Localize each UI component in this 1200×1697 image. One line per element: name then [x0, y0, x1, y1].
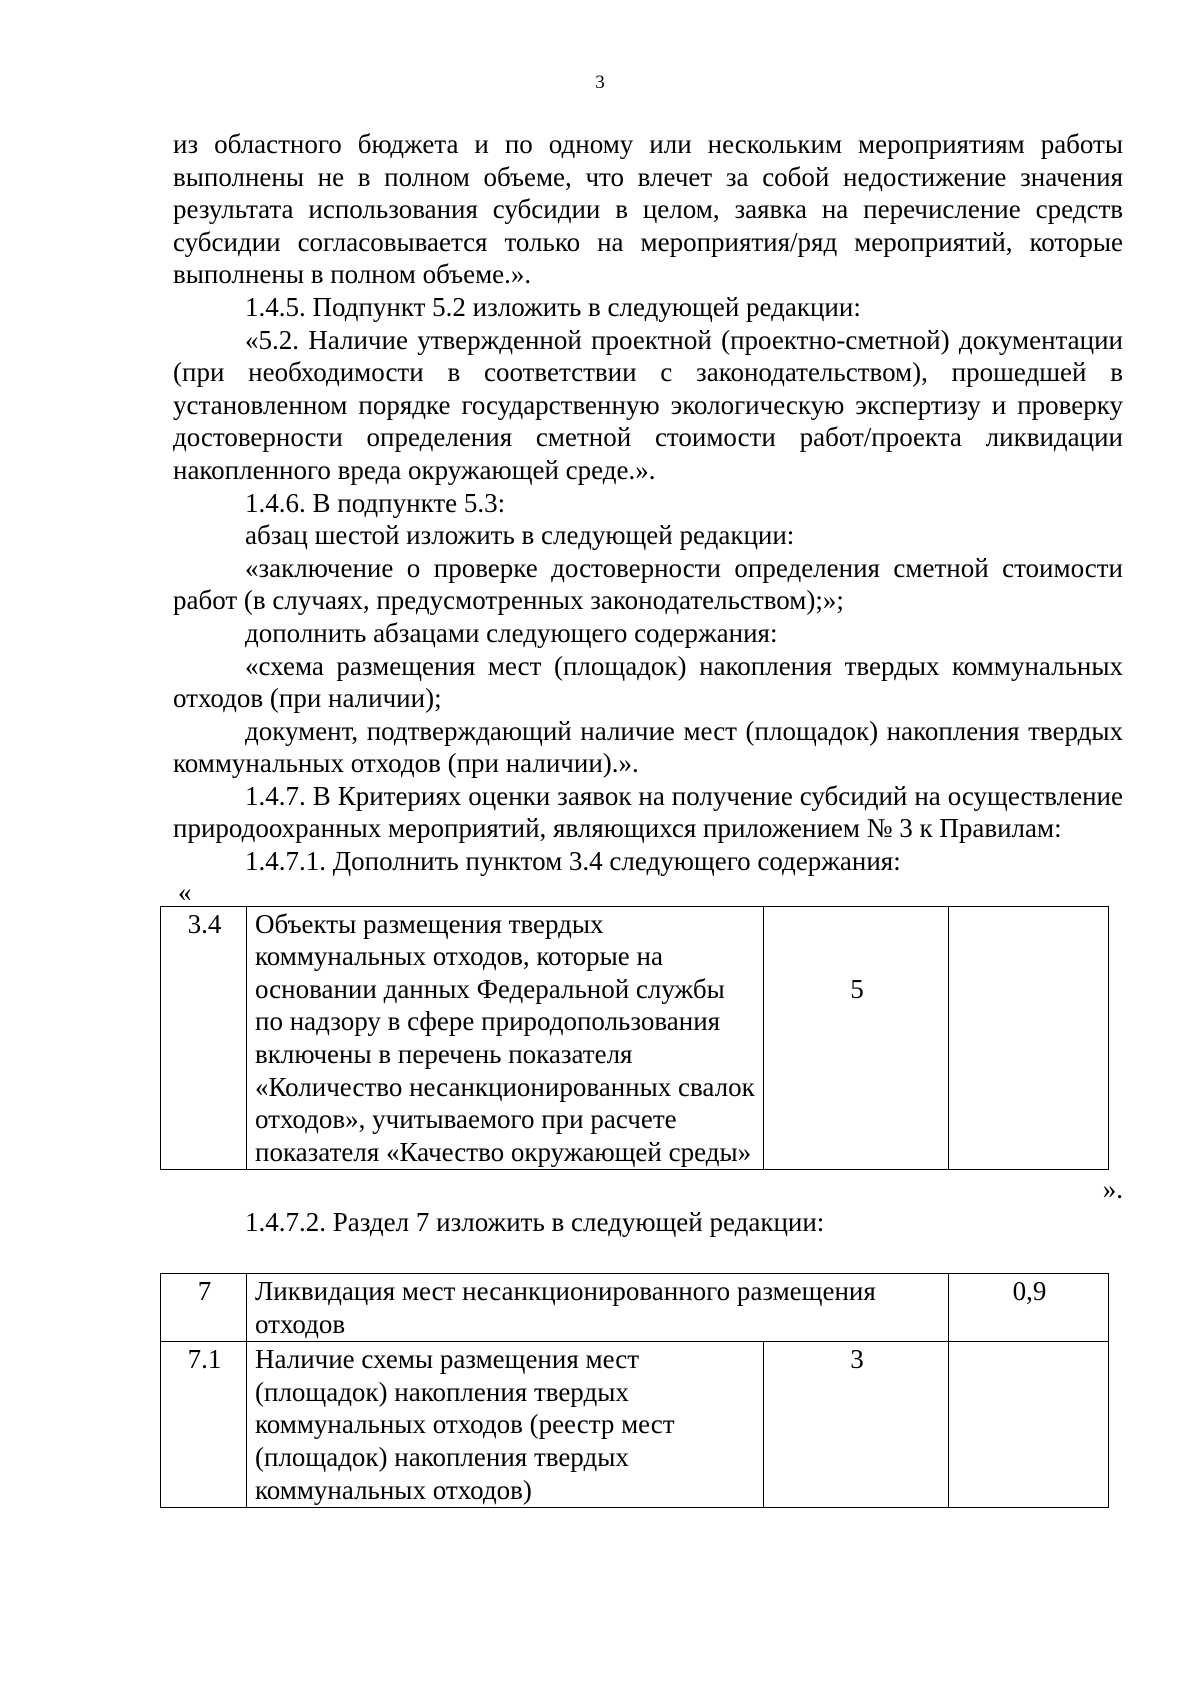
paragraph-line: из областного бюджета и по одному или нескольким мероприятиям работы — [173, 129, 1123, 159]
quote-close-mark: ». — [1102, 1174, 1123, 1205]
paragraph-zaklyuchenie: «заключение о проверке достоверности определения сметной стоимости работ (в случаях, предусмотренных законодательством);»; — [173, 552, 1123, 616]
table-cell-weight — [949, 906, 1109, 1170]
paragraph-line: выполнены в полном объеме.». — [173, 259, 532, 290]
quote-open-mark: « — [178, 876, 192, 907]
paragraph-line: субсидии согласовывается только на мероприятия/ряд мероприятий, которые — [173, 226, 1123, 257]
table-cell-num: 7 — [161, 1274, 247, 1342]
paragraph-line: результата использования субсидии в целом, заявка на перечисление средств — [173, 194, 1123, 225]
paragraph-dopolnit: дополнить абзацами следующего содержания: — [245, 617, 778, 648]
paragraph-skhema: «схема размещения мест (площадок) накопления твердых коммунальных отходов (при наличии); — [173, 650, 1123, 714]
paragraph-1-4-7-1: 1.4.7.1. Дополнить пунктом 3.4 следующего содержания: — [245, 846, 901, 877]
table-cell-weight: 0,9 — [949, 1274, 1109, 1342]
criteria-table-7 — [160, 1273, 1109, 1508]
table-row — [161, 1342, 1109, 1508]
table-cell-desc: Ликвидация мест несанкционированного размещения отходов — [247, 1274, 949, 1342]
page-number: 3 — [595, 72, 605, 93]
paragraph-1-4-7: 1.4.7. В Критериях оценки заявок на получение субсидий на осуществление природоохранных мероприятий, являющихся приложением № 3 к Правилам: — [173, 780, 1123, 844]
table-cell-desc: Наличие схемы размещения мест (площадок) накопления твердых коммунальных отходов (реестр мест (площадок) накопления твердых коммунальных отходов) — [247, 1342, 764, 1508]
table-cell-num: 7.1 — [161, 1342, 247, 1508]
table-row — [161, 1274, 1109, 1342]
table-cell-score: 5 — [764, 906, 949, 1170]
table-cell-num: 3.4 — [161, 906, 247, 1170]
paragraph-dokument: документ, подтверждающий наличие мест (площадок) накопления твердых коммунальных отходов (при наличии).». — [173, 715, 1123, 779]
criteria-table-3-4 — [160, 906, 1109, 1171]
table-row — [161, 906, 1109, 1170]
paragraph-abzac-6: абзац шестой изложить в следующей редакции: — [245, 520, 795, 551]
paragraph-line: выполнены не в полном объеме, что влечет за собой недостижение значения — [173, 161, 1123, 192]
paragraph-1-4-7-2: 1.4.7.2. Раздел 7 изложить в следующей редакции: — [245, 1207, 825, 1238]
table-cell-weight — [949, 1342, 1109, 1508]
paragraph-5-2-text: «5.2. Наличие утвержденной проектной (проектно-сметной) документации (при необходимости в соответствии с законодательством), прошедшей в установленном порядке государственную экологическую экспертизу и проверку достоверности определения сметной стоимости работ/проекта ликвидации накопленного вреда окружающей среде.». — [173, 324, 1123, 485]
table-cell-desc: Объекты размещения твердых коммунальных отходов, которые на основании данных Федеральной службы по надзору в сфере природопользования включены в перечень показателя «Количество несанкционированных свалок отходов», учитываемого при расчете показателя «Качество окружающей среды» — [247, 906, 764, 1170]
table-cell-score: 3 — [764, 1342, 949, 1508]
document-body — [173, 128, 1123, 1508]
paragraph-1-4-5: 1.4.5. Подпункт 5.2 изложить в следующей редакции: — [245, 291, 861, 322]
paragraph-1-4-6: 1.4.6. В подпункте 5.3: — [245, 487, 506, 518]
